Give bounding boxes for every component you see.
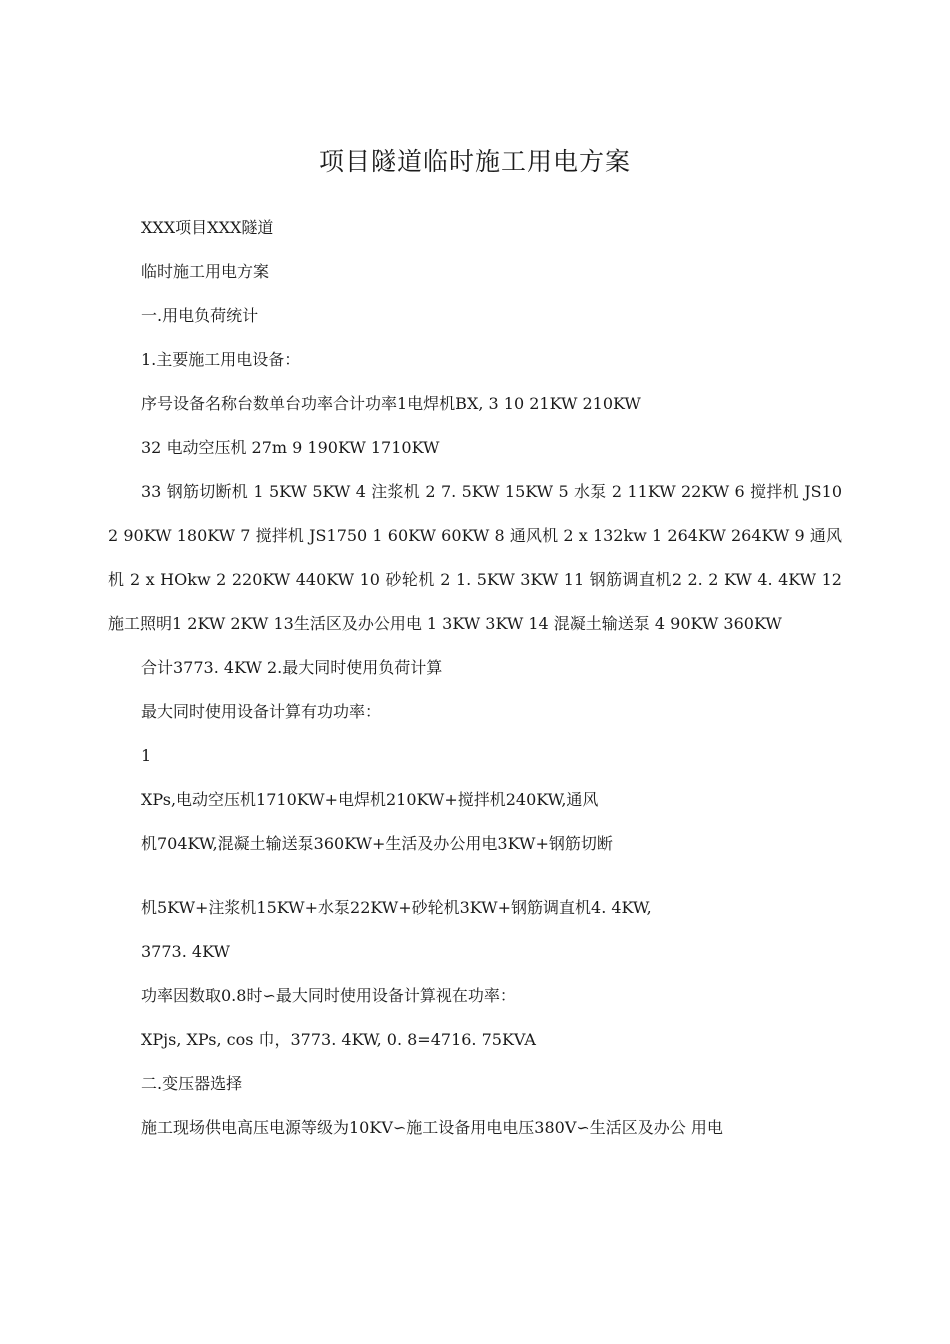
paragraph-active-power-heading: 最大同时使用设备计算有功功率： — [141, 702, 382, 721]
paragraph-power-factor: 功率因数取0.8时∽最大同时使用设备计算视在功率： — [141, 986, 516, 1005]
document-body — [108, 206, 842, 1150]
paragraph-formula-line-3: 机5KW+注浆机15KW+水泵22KW+砂轮机3KW+钢筋调直机4. 4KW, — [141, 898, 652, 917]
paragraph-formula-line-1: XPs,电动空压机1710KW+电焊机210KW+搅拌机240KW,通风 — [141, 790, 599, 809]
paragraph-formula-result: 3773. 4KW — [141, 942, 230, 961]
paragraph-formula-line-2: 机704KW,混凝土输送泵360KW+生活及办公用电3KW+钢筋切断 — [141, 834, 613, 853]
paragraph-project-name: XXX项目XXX隧道 — [141, 218, 274, 237]
paragraph-formula-index: 1 — [141, 746, 152, 765]
document-title: 项目隧道临时施工用电方案 — [318, 147, 631, 176]
paragraph-apparent-power: XPjs, XPs, cos 巾，3773. 4KW, 0. 8=4716. 75KVA — [141, 1030, 536, 1049]
spacer — [108, 866, 842, 886]
section-heading-load-statistics: 一.用电负荷统计 — [141, 306, 259, 325]
section-heading-transformer: 二.变压器选择 — [141, 1074, 243, 1093]
paragraph-plan-name: 临时施工用电方案 — [141, 262, 270, 281]
paragraph-equipment-row: 32 电动空压机 27m 9 190KW 1710KW — [141, 438, 440, 457]
paragraph-power-supply: 施工现场供电高压电源等级为10KV∽施工设备用电电压380V∽生活区及办公 用电 — [141, 1118, 723, 1137]
paragraph-total: 合计3773. 4KW 2.最大同时使用负荷计算 — [141, 658, 443, 677]
paragraph-equipment-list: 33 钢筋切断机 1 5KW 5KW 4 注浆机 2 7. 5KW 15KW 5 水泵 2 11KW 22KW 6 搅拌机 JS10 2 90KW 180KW 7 搅拌机 JS1750 1 60KW 60KW 8 通风机 2 x 132kw 1 264KW 264KW 9 通风机 2 x HOkw 2 220KW 440KW 10 砂轮机 2 1. 5KW 3KW 11 钢筋调直机2 2. 2 KW 4. 4KW 12施工照明1 2KW 2KW 13生活区及办公用电 1 3KW 3KW 14 混凝土输送泵 4 90KW 360KW — [108, 482, 842, 633]
subsection-heading-equipment: 1.主要施工用电设备： — [141, 350, 301, 369]
paragraph-equipment-header: 序号设备名称台数单台功率合计功率1电焊机BX, 3 10 21KW 210KW — [141, 394, 641, 413]
